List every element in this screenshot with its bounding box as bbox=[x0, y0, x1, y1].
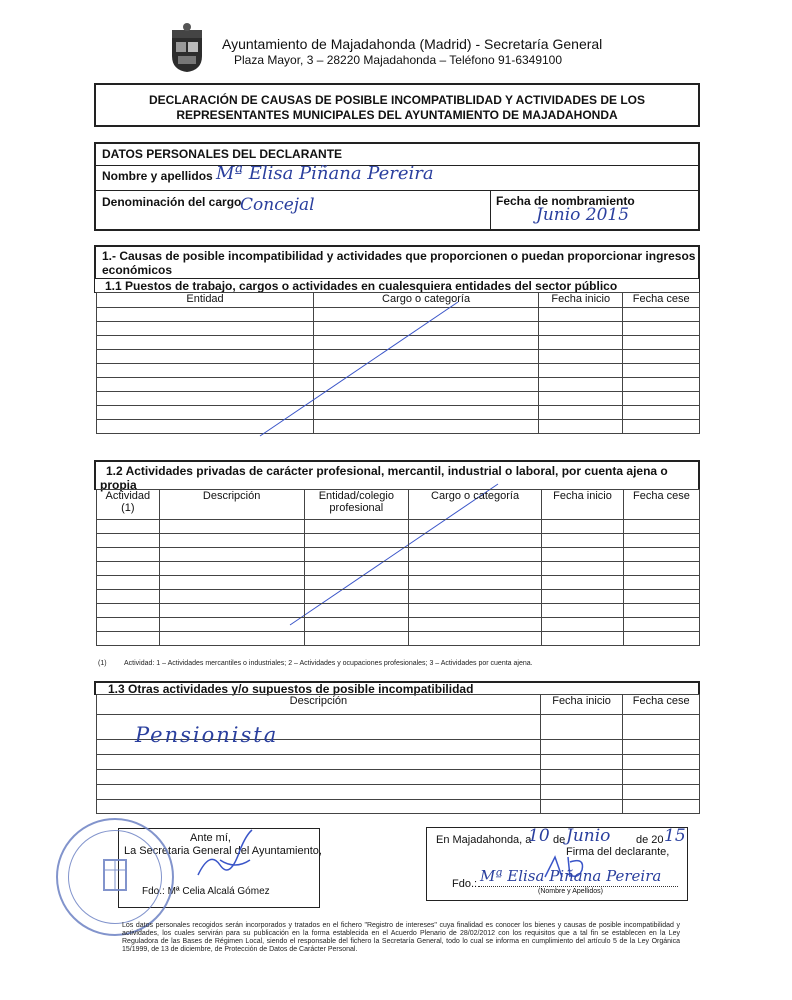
signature-secretaria bbox=[190, 820, 270, 890]
col-fecha-inicio-13: Fecha inicio bbox=[540, 695, 623, 715]
secretaria-stamp bbox=[56, 818, 174, 936]
header-line-1: Ayuntamiento de Majadahonda (Madrid) - Secretaría General bbox=[222, 36, 603, 52]
section-1-heading-line-1: 1.- Causas de posible incompatibilidad y actividades que proporcionen o puedan proporcionar ingresos bbox=[102, 249, 696, 263]
privacy-notice: Los datos personales recogidos serán incorporados y tratados en el fichero "Registro de intereses" cuya finalidad es conocer los bienes y causas de posible incompatibilidad y actividades, los cuales servirán para su publicación en la forma establecida en el Acuerdo Plenario de 28/02/2012 con los requisitos que a tal fin se establecen en la Ley Reguladora de las Bases de Régimen Local, siendo el responsable del fichero la Secretaría General, todo lo cual se informa en cumplimiento del artículo 5 de la Ley Orgánica 15/1999, de 13 de diciembre, de Protección de Datos de Carácter Personal. bbox=[122, 922, 680, 953]
col-fecha-cese-13: Fecha cese bbox=[623, 695, 700, 715]
date-day: 10 bbox=[528, 826, 550, 846]
col-cargo: Cargo o categoría bbox=[314, 293, 539, 308]
declarante-name: Mª Elisa Piñana Pereira bbox=[480, 867, 662, 885]
section-1-3-heading: 1.3 Otras actividades y/o supuestos de posible incompatibilidad bbox=[108, 682, 474, 696]
cargo-label: Denominación del cargo bbox=[102, 195, 242, 209]
date-de-1: de bbox=[553, 834, 566, 846]
section-1-heading-line-2: económicos bbox=[102, 263, 173, 277]
declarante-fdo: Fdo.: bbox=[452, 878, 478, 890]
col-fecha-cese-12: Fecha cese bbox=[623, 490, 699, 520]
fecha-nombramiento-value: Junio 2015 bbox=[536, 205, 630, 225]
section-1-2-heading-line-2: propia bbox=[100, 478, 137, 492]
col-actividad-note: (1) bbox=[121, 502, 135, 514]
col-descripcion-13: Descripción bbox=[97, 695, 541, 715]
en-majadahonda: En Majadahonda, a bbox=[436, 834, 532, 846]
col-fecha-inicio: Fecha inicio bbox=[539, 293, 623, 308]
section-1-3-table bbox=[96, 694, 700, 814]
date-month: Junio bbox=[566, 826, 611, 846]
secretaria-label: La Secretaria General del Ayuntamiento, bbox=[124, 845, 322, 857]
otras-actividades-value: Pensionista bbox=[135, 723, 279, 747]
nombre-apellidos-label: (Nombre y Apellidos) bbox=[538, 888, 603, 895]
ante-mi: Ante mí, bbox=[190, 832, 231, 844]
date-year: 15 bbox=[664, 826, 686, 846]
col-entidad-colegio-2: profesional bbox=[329, 502, 384, 514]
cargo-value: Concejal bbox=[240, 195, 315, 215]
col-fecha-inicio-12: Fecha inicio bbox=[542, 490, 624, 520]
name-value: Mª Elisa Piñana Pereira bbox=[216, 163, 434, 184]
col-cargo-12: Cargo o categoría bbox=[409, 490, 542, 520]
section-1-2-heading-line-1: 1.2 Actividades privadas de carácter profesional, mercantil, industrial o laboral, por cuenta ajena o bbox=[106, 464, 668, 478]
col-entidad: Entidad bbox=[97, 293, 314, 308]
header-line-2: Plaza Mayor, 3 – 28220 Majadahonda – Teléfono 91-6349100 bbox=[234, 53, 563, 67]
firma-declarante: Firma del declarante, bbox=[566, 846, 670, 858]
section-1-2-heading-box bbox=[94, 460, 700, 490]
section-1-2-table bbox=[96, 489, 700, 646]
secretaria-fdo: Fdo.: Mª Celia Alcalá Gómez bbox=[142, 886, 270, 897]
title-line-1: DECLARACIÓN DE CAUSAS DE POSIBLE INCOMPATIBLIDAD Y ACTIVIDADES DE LOS bbox=[148, 93, 646, 107]
fecha-nombramiento-label: Fecha de nombramiento bbox=[496, 194, 635, 208]
section-1-3-heading-box bbox=[94, 681, 700, 695]
section-1-1-heading: 1.1 Puestos de trabajo, cargos o actividades en cualesquiera entidades del sector público bbox=[105, 279, 618, 293]
col-entidad-colegio: Entidad/colegio bbox=[318, 490, 394, 502]
col-descripcion: Descripción bbox=[159, 490, 304, 520]
col-actividad: Actividad bbox=[105, 490, 151, 502]
date-de-2: de 20 bbox=[636, 834, 664, 846]
footnote-number: (1) bbox=[98, 660, 107, 667]
footnote-text: Actividad: 1 – Actividades mercantiles o industriales; 2 – Actividades y ocupaciones profesionales; 3 – Actividades por cuenta ajena. bbox=[124, 660, 533, 667]
personal-data-heading: DATOS PERSONALES DEL DECLARANTE bbox=[102, 147, 343, 161]
col-fecha-cese: Fecha cese bbox=[623, 293, 700, 308]
name-label: Nombre y apellidos bbox=[102, 169, 213, 183]
title-line-2: REPRESENTANTES MUNICIPALES DEL AYUNTAMIENTO DE MAJADAHONDA bbox=[176, 108, 618, 122]
